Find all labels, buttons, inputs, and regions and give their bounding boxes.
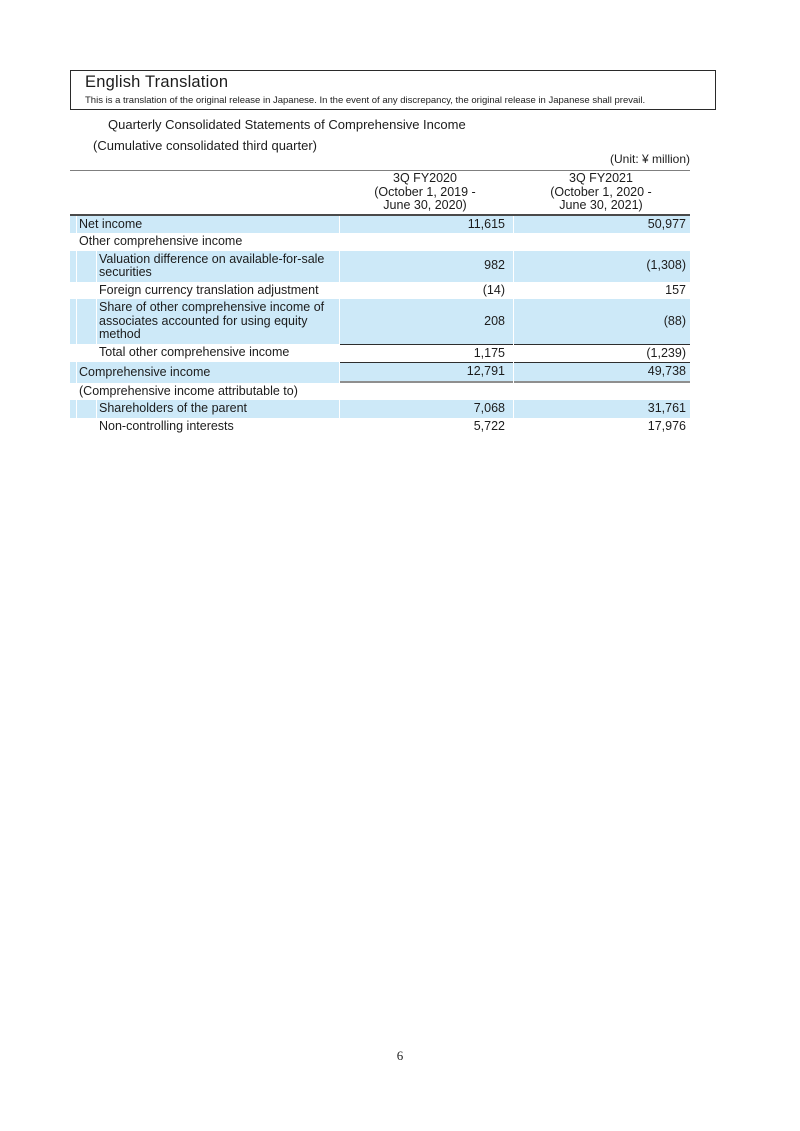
value-fy2020: 982 (340, 251, 513, 282)
value-fy2020: 7,068 (340, 400, 513, 418)
document-title: Quarterly Consolidated Statements of Comprehensive Income (108, 117, 466, 132)
table-row (70, 216, 690, 234)
table-row (70, 299, 690, 344)
value-fy2021: (1,308) (514, 251, 690, 282)
table-row (70, 418, 690, 436)
row-indent-cell (77, 299, 96, 344)
unit-label: (Unit: ¥ million) (609, 152, 690, 166)
row-label: Foreign currency translation adjustment (99, 282, 319, 297)
value-fy2021: (1,239) (514, 344, 690, 363)
column-header-fy2021 (512, 172, 690, 213)
value-fy2020: 1,175 (340, 344, 513, 363)
value-fy2020: 11,615 (340, 216, 513, 234)
row-edge-cell (70, 282, 76, 300)
row-label: Non-controlling interests (99, 418, 234, 433)
row-indent-cell (77, 251, 96, 282)
column-period-line2: June 30, 2020) (383, 198, 467, 212)
document-subtitle: (Cumulative consolidated third quarter) (93, 138, 317, 153)
value-fy2020: (14) (482, 282, 505, 297)
value-fy2020: 208 (340, 299, 513, 344)
value-fy2020 (340, 233, 513, 251)
row-edge-cell (70, 299, 76, 344)
table-row (70, 251, 690, 282)
row-indent-cell (77, 400, 96, 418)
row-edge-cell (70, 362, 76, 383)
value-fy2021: 17,976 (647, 418, 686, 433)
column-period-line1: (October 1, 2020 - (550, 184, 652, 199)
value-fy2020: 5,722 (473, 418, 505, 433)
row-label: Share of other comprehensive income of associates accounted for using equity method (97, 299, 339, 344)
table-row (70, 282, 690, 300)
translation-disclaimer: This is a translation of the original release in Japanese. In the event of any discrepancy, the original release in Japanese shall prevail. (85, 95, 646, 106)
table-row (70, 383, 690, 401)
row-edge-cell (70, 233, 76, 251)
english-translation-box (70, 70, 716, 110)
row-edge-cell (70, 344, 76, 363)
english-translation-title: English Translation (85, 73, 229, 91)
comprehensive-income-table (70, 170, 690, 435)
value-fy2021: (88) (514, 299, 690, 344)
column-period-line2: June 30, 2021) (559, 198, 643, 212)
value-fy2021: 50,977 (514, 216, 690, 234)
row-label: Total other comprehensive income (99, 345, 290, 359)
row-indent-cell (77, 344, 96, 363)
value-fy2021 (514, 383, 690, 401)
value-fy2021: 49,738 (514, 362, 690, 383)
table-row (70, 344, 690, 363)
table-header-row (70, 170, 690, 216)
row-edge-cell (70, 418, 76, 436)
table-row (70, 400, 690, 418)
column-title: 3Q FY2021 (569, 171, 633, 185)
row-indent-cell (77, 418, 96, 436)
table-row (70, 233, 690, 251)
value-fy2021 (514, 233, 690, 251)
row-label: Net income (77, 216, 339, 234)
value-fy2020 (340, 383, 513, 401)
row-label: Shareholders of the parent (97, 400, 339, 418)
value-fy2021: 31,761 (514, 400, 690, 418)
row-label: Valuation difference on available-for-sale securities (97, 251, 339, 282)
row-label: Comprehensive income (77, 362, 339, 383)
row-edge-cell (70, 251, 76, 282)
column-title: 3Q FY2020 (393, 171, 457, 185)
row-edge-cell (70, 383, 76, 401)
row-label: Other comprehensive income (79, 234, 243, 248)
column-header-fy2020 (338, 172, 512, 213)
row-edge-cell (70, 400, 76, 418)
table-row (70, 362, 690, 383)
value-fy2020: 12,791 (340, 362, 513, 383)
header-label-spacer (70, 172, 338, 213)
page-number: 6 (396, 1048, 404, 1063)
row-label: (Comprehensive income attributable to) (79, 383, 298, 398)
row-edge-cell (70, 216, 76, 234)
row-indent-cell (77, 282, 96, 300)
column-period-line1: (October 1, 2019 - (374, 184, 476, 199)
value-fy2021: 157 (665, 282, 686, 297)
table-body (70, 216, 690, 436)
